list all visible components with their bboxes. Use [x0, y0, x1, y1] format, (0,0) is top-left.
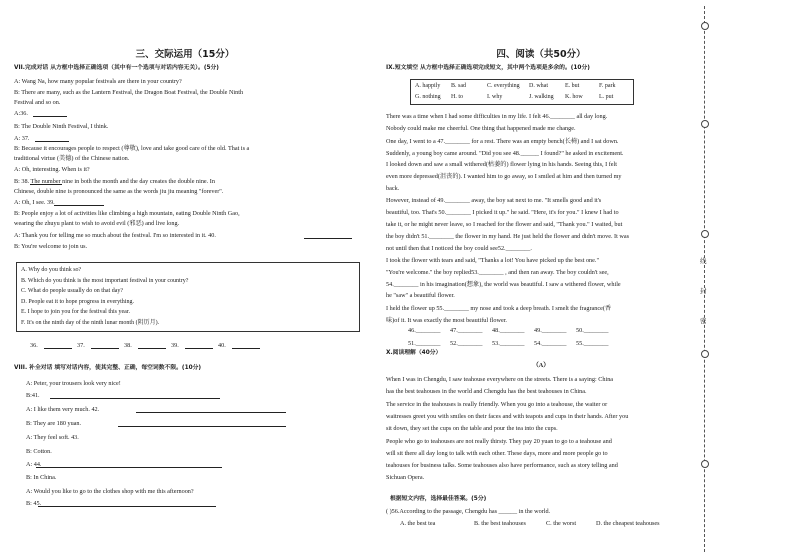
- answer9-label: 54.________: [534, 340, 567, 347]
- answer-blank[interactable]: [54, 199, 104, 206]
- passage9-line: I held the flower up 55.________ my nose and took a deep breath. I smelt the fragrance(香: [386, 305, 612, 312]
- passage-a-line: Sichuan Opera.: [386, 474, 425, 481]
- dialog7-line: wearing the zhuyu plant to wish to avoid evil (邪恶) and live long.: [14, 220, 180, 227]
- dialog7-line: Chinese, double nine is pronounced the same as the words jiu jiu meaning "forever".: [14, 188, 224, 195]
- answer-blank[interactable]: [33, 110, 67, 117]
- answer7-label: 39.: [171, 342, 179, 349]
- options7-box: [16, 262, 360, 332]
- passage9-line: he "saw" a beautiful flower.: [386, 292, 455, 299]
- passage9-line: 味)of it. It was exactly the most beautiful flower.: [386, 317, 507, 324]
- answer-blank[interactable]: [136, 406, 286, 413]
- passage-a-line: waitresses greet you with smiles on their faces and with teapots and cups in their hands. After you: [386, 413, 629, 420]
- answer9-label: 50.________: [576, 327, 609, 334]
- option9-item: A. happily: [415, 83, 441, 89]
- option7-item: F. It's on the ninth day of the ninth lunar month (阴历月).: [21, 320, 160, 326]
- binding-hole: [701, 460, 709, 468]
- dialog8-line: A: Would you like to go to the clothes shop with me this afternoon?: [26, 488, 194, 495]
- answer-blank[interactable]: [138, 342, 166, 349]
- answer9-label: 46.________: [408, 327, 441, 334]
- dialog7-line: A: Thank you for telling me so much about the festival. I'm so interested in it. 40.: [14, 232, 216, 239]
- passage-a-line: will sit there all day long to talk with each other. These days, more and more people go to: [386, 450, 608, 457]
- passage9-line: even more depressed(沮丧的). I wanted him to go away, so I smiled at him and then turned my: [386, 173, 622, 180]
- dialog7-line: A: Oh, interesting. When is it?: [14, 166, 90, 173]
- answer-blank[interactable]: [36, 461, 222, 468]
- option7-item: E. I hope to join you for the festival this year.: [21, 309, 130, 316]
- passage9-line: the boy didn't 51.________ the flower in my hand. He just held the flower and didn't move. It was: [386, 233, 629, 240]
- passage9-line: There was a time when I had some difficulties in my life. I felt 46.________ all day long.: [386, 113, 608, 120]
- passage9-line: I took the flower with tears and said, "Thanks a lot! You have picked up the best one.": [386, 257, 599, 264]
- question-56-option: D. the cheapest teahouses: [596, 520, 660, 527]
- passage9-line: Nobody could make me cheerful. One thing that happened made me change.: [386, 125, 576, 132]
- option9-item: F. park: [599, 83, 616, 89]
- answer7-label: 40.: [218, 342, 226, 349]
- answer9-label: 47.________: [450, 327, 483, 334]
- passage9-line: I looked down and saw a small withered(枯萎的) flower lying in his hands. Seeing this, I felt: [386, 161, 617, 168]
- passage-a-line: The service in the teahouses is really friendly. When you go into a teahouse, the waiter or: [386, 401, 608, 408]
- answer-blank[interactable]: [38, 500, 216, 507]
- margin-label: 线: [700, 257, 707, 265]
- question-56-option: C. the worst: [546, 520, 577, 527]
- option9-item: D. what: [529, 83, 548, 89]
- passage9-line: Suddenly, a young boy came around. "Did you see 48.______ I found?" he asked in excitement.: [386, 150, 624, 157]
- binding-line: [704, 6, 705, 552]
- dialog7-line: A: 37.: [14, 135, 30, 142]
- dialog8-line: B: In China.: [26, 474, 57, 481]
- dialog8-line: B:41.: [26, 392, 40, 399]
- dialog8-line: A: Peter, your trousers look very nice!: [26, 380, 121, 387]
- part10-title: X.阅读理解（40分）: [386, 350, 442, 356]
- option9-item: L. put: [599, 94, 614, 100]
- answer9-label: 49.________: [534, 327, 567, 334]
- answer9-label: 52.________: [450, 340, 483, 347]
- dialog7-line: B: There are many, such as the Lantern Festival, the Dragon Boat Festival, the Double Ninth: [14, 89, 244, 96]
- option7-item: B. Which do you think is the most important festival in your country?: [21, 277, 189, 284]
- answer9-label: 48.________: [492, 327, 525, 334]
- dialog7-line: Festival and so on.: [14, 99, 61, 106]
- passage9-line: beautiful, too. That's 50.________ I picked it up." he said. "Here, it's for you." I knew I had to: [386, 209, 619, 216]
- passage-a-line: teahouses for business talks. Some teahouses also have performance, such as story telling and: [386, 462, 618, 469]
- part9-title: IX.短文填空 从方框中选择正确选项完成短文，其中两个选项是多余的。(10分): [386, 65, 590, 71]
- answer-blank[interactable]: [44, 342, 72, 349]
- answer7-label: 36.: [30, 342, 38, 349]
- dialog8-line: A: I like them very much. 42.: [26, 406, 100, 413]
- answer7-label: 38.: [124, 342, 132, 349]
- passage9-line: take it, or he might never leave, so I reached for the flower and said, "Thank you." I waited, but: [386, 221, 623, 228]
- option7-item: C. What do people usually do on that day?: [21, 288, 124, 295]
- dialog7-line: B: People enjoy a lot of activities like climbing a high mountain, eating Double Ninth Gao,: [14, 210, 240, 217]
- option9-item: H. to: [451, 94, 463, 100]
- section-title-reading: 四、阅读（共50分）: [496, 49, 586, 60]
- answer-blank[interactable]: [91, 342, 119, 349]
- dialog7-line: B: Because it encourages people to respect (尊敬), love and take good care of the old. That is a: [14, 145, 250, 152]
- margin-label: 密: [700, 317, 707, 325]
- passage9-line: not until then that I noticed the boy could see52.________.: [386, 245, 532, 252]
- passage9-line: 54.________ in his imagination(想象), the world was beautiful. I saw a withered flower, while: [386, 281, 621, 288]
- option9-item: G. nothing: [415, 94, 441, 100]
- passage-a-label: （A）: [532, 362, 550, 369]
- answer-blank[interactable]: [185, 342, 213, 349]
- answer-blank[interactable]: [232, 342, 260, 349]
- answer-blank[interactable]: [304, 232, 352, 239]
- option9-item: E. but: [565, 83, 580, 89]
- passage9-line: However, instead of 49.________ away, the boy sat next to me. "It smells good and it's: [386, 197, 602, 204]
- passage-a-line: When I was in Chengdu, I saw teahouse everywhere on the streets. There is a saying: China: [386, 376, 614, 383]
- question-56-option: A. the best tea: [400, 520, 436, 527]
- option9-item: J. walking: [529, 94, 554, 100]
- dialog7-line: B: You're welcome to join us.: [14, 243, 88, 250]
- option9-item: I. why: [487, 94, 503, 100]
- option9-item: C. everything: [487, 83, 520, 89]
- passage9-line: back.: [386, 185, 400, 192]
- answer9-label: 51.________: [408, 340, 441, 347]
- options9-box: [410, 79, 634, 105]
- binding-hole: [701, 120, 709, 128]
- answer-blank[interactable]: [50, 392, 220, 399]
- answer9-label: 53.________: [492, 340, 525, 347]
- dialog7-line: B: The Double Ninth Festival, I think.: [14, 123, 109, 130]
- dialog8-line: A: 44.: [26, 461, 42, 468]
- question-56-option: B. the best teahouses: [474, 520, 526, 527]
- dialog7-line: B: 38. The number nine in both the month and the day creates the double nine. In: [14, 178, 215, 185]
- passage9-line: "You're welcome." the boy replied53.________ , and then ran away. The boy couldn't see,: [386, 269, 609, 276]
- dialog7-line: A:36.: [14, 110, 28, 117]
- answer9-label: 55.________: [576, 340, 609, 347]
- dialog7-line: A: Wang Na, how many popular festivals are there in your country?: [14, 78, 182, 85]
- dialog8-line: B: Cotton.: [26, 448, 52, 455]
- answer7-label: 37.: [77, 342, 85, 349]
- dialog8-line: B: 45.: [26, 500, 42, 507]
- passage-a-line: sit down, they set the cups on the table and pour the tea into the cups.: [386, 425, 558, 432]
- question-instruction: 根据短文内容，选择最佳答案。(5分): [390, 496, 487, 502]
- answer-blank[interactable]: [118, 420, 286, 427]
- binding-hole: [701, 230, 709, 238]
- answer-blank[interactable]: [30, 178, 62, 185]
- dialog7-line: A: Oh, I see. 39.: [14, 199, 55, 206]
- binding-hole: [701, 22, 709, 30]
- dialog8-line: A: They feel soft. 43.: [26, 434, 79, 441]
- dialog8-line: B: They are 180 yuan.: [26, 420, 82, 427]
- option7-item: D. People eat it to hope progress in everything.: [21, 298, 134, 305]
- margin-label: 封: [700, 287, 707, 295]
- dialog7-line: traditional virtue (美德) of the Chinese nation.: [14, 155, 130, 162]
- question-56: ( )56.According to the passage, Chengdu has ______ in the world.: [386, 508, 551, 515]
- part8-title: VIII. 补全对话 填写对话内容，使其完整、正确，每空词数不限。(10分): [14, 365, 202, 371]
- answer-blank[interactable]: [35, 135, 69, 142]
- passage-a-line: People who go to teahouses are not really thirsty. They pay 20 yuan to go to a teahouse and: [386, 438, 612, 445]
- option9-item: K. how: [565, 94, 583, 100]
- section-title-communication: 三、交际运用（15分）: [135, 49, 235, 60]
- binding-hole: [701, 350, 709, 358]
- passage-a-line: has the best teahouses in the world and Chengdu has the best teahouses in China.: [386, 388, 587, 395]
- passage9-line: One day, I went to a 47.________ for a rest. There was an empty bench(长椅) and I sat down.: [386, 138, 619, 145]
- part7-title: VII.完成对话 从方框中选择正确选项（其中有一个选项与对话内容无关）。(5分): [14, 65, 219, 71]
- option9-item: B. sad: [451, 83, 466, 89]
- option7-item: A. Why do you think so?: [21, 267, 82, 273]
